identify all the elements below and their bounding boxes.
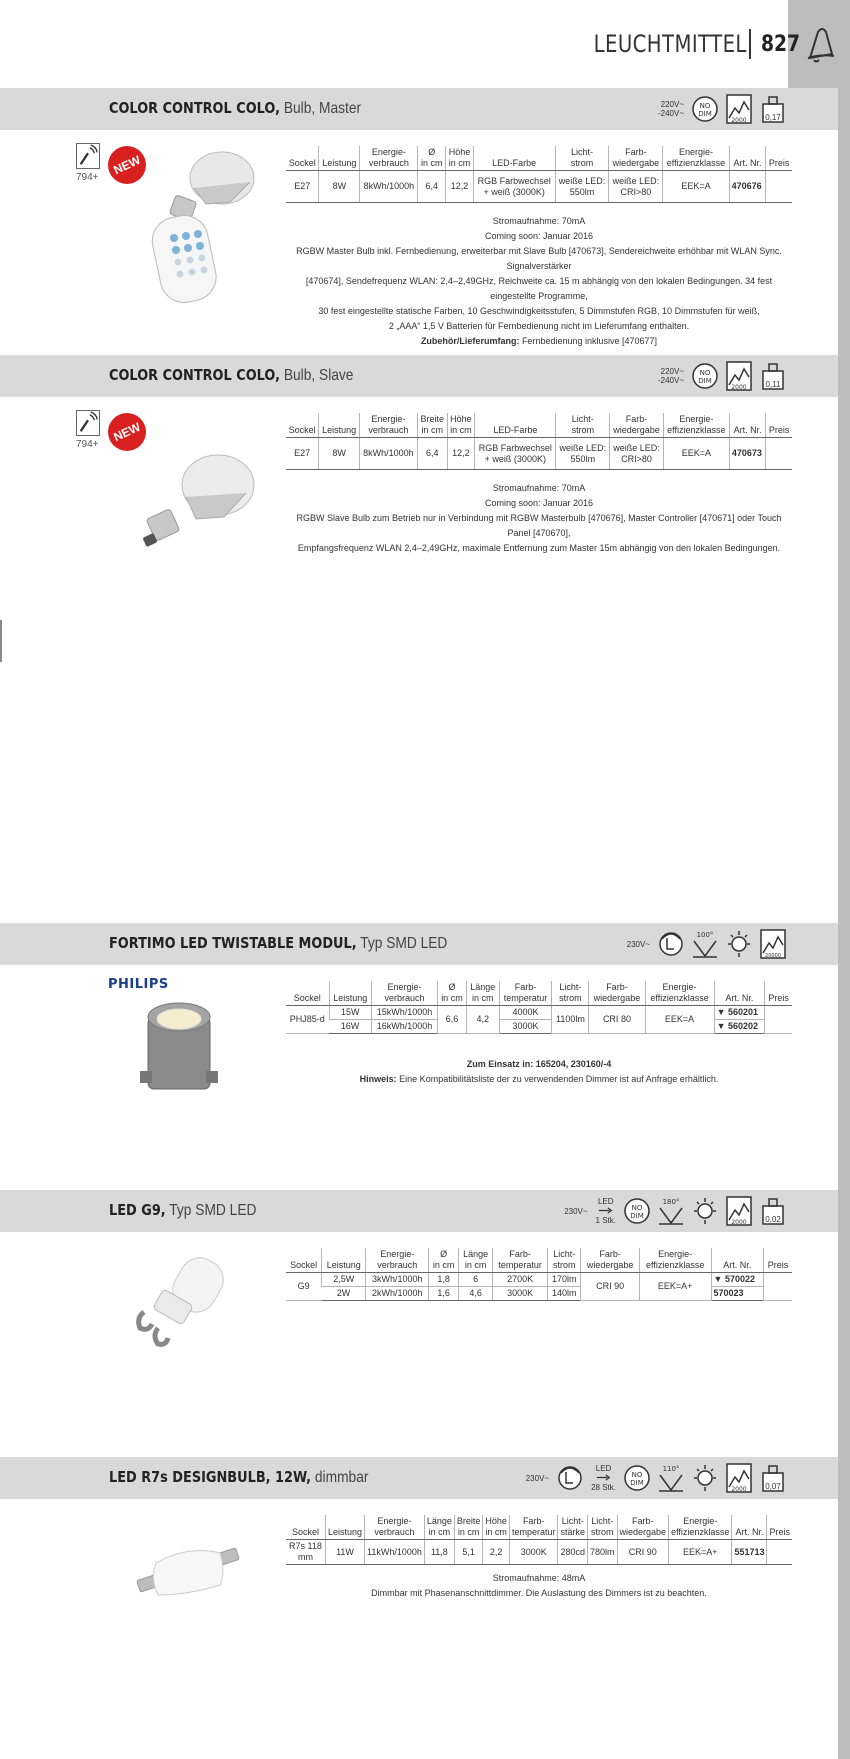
table-row [286,1287,792,1301]
svg-text:NO: NO [631,1471,643,1479]
price-cell [764,1273,792,1301]
remote-control-icon [76,143,100,169]
cell: CRI 90 [581,1273,639,1301]
cell: 4,2 [466,1006,499,1034]
col-header: Licht- strom [552,981,589,1006]
product-section-g9 [0,1190,838,1390]
cell: 3000K [499,1020,552,1034]
price-cell [766,438,792,470]
cell: 4,6 [459,1287,493,1301]
cell: 12,2 [446,171,474,203]
cell: 1,8 [429,1273,459,1287]
weight-value: 0,17 [765,113,781,122]
table-row [286,1020,792,1034]
cell: E27 [286,171,319,203]
col-header: Leistung [319,413,360,438]
col-header: Ø in cm [438,981,467,1006]
beam-angle-icon [692,929,718,959]
cell: 1,6 [429,1287,459,1301]
col-header: Art. Nr. [729,146,766,171]
section-bar [0,355,838,397]
cell: 140lm [548,1287,581,1301]
col-header: Farb- wiedergabe [617,1515,669,1540]
cell: CRI 90 [617,1540,669,1565]
section-title: LED G9, Typ SMD LED [109,1201,257,1219]
col-header: Energie- verbrauch [359,413,417,438]
svg-text:20000: 20000 [765,953,781,959]
col-header: Licht- strom [588,1515,618,1540]
ref-label: 794+ [76,172,99,183]
note-line: Empfangsfrequenz WLAN 2,4–2,49GHz, maximale Entfernung zum Master 15m abhängig von den lokalen Bedingungen. [297,543,781,553]
dimmable-no-icon [624,1463,650,1493]
svg-text:DIM: DIM [630,1479,644,1487]
cell: PHJ85-d [286,1006,329,1034]
col-header: Energie- verbrauch [360,146,418,171]
product-section-master [0,88,838,346]
cell: 11kWh/1000h [365,1540,425,1565]
col-header: Licht- strom [548,1248,581,1273]
article-number: ▼ 570022 [711,1273,764,1287]
table-row [286,171,792,203]
col-header: Farb- temperatur [509,1515,558,1540]
notes [286,1057,792,1087]
spec-icons [526,1460,786,1496]
section-bar [0,1190,838,1232]
col-header: Farb- temperatur [499,981,552,1006]
fortimo-module-image [136,999,222,1099]
col-header: Art. Nr. [714,981,765,1006]
page-number: 827 [760,31,800,57]
cell: G9 [286,1273,322,1301]
section-title: COLOR CONTROL COLO, Bulb, Master [109,99,362,117]
col-header: Art. Nr. [729,413,766,438]
note-line: Dimmbar mit Phasenanschnittdimmer. Die Auslastung des Dimmers ist zu beachten. [371,1588,707,1598]
article-number: ▼ 560201 [714,1006,765,1020]
heat-icon [692,1196,718,1226]
cell: 8kWh/1000h [360,171,418,203]
heat-icon [692,1463,718,1493]
philips-logo: PHILIPS [108,977,169,992]
col-header: Länge in cm [424,1515,454,1540]
lifetime-icon [726,361,752,391]
col-header: Höhe in cm [446,146,474,171]
beam-angle-icon [658,1463,684,1493]
article-number: 470676 [729,171,766,203]
spec-table [286,981,792,1034]
cell: weiße LED: CRI>80 [610,438,664,470]
bulb-with-remote-image [150,148,260,308]
svg-text:2000: 2000 [731,384,747,391]
col-header: Länge in cm [459,1248,493,1273]
svg-text:110°: 110° [662,1465,680,1473]
dimmable-l-icon [557,1463,583,1493]
weight-value: 0,02 [765,1215,781,1224]
lifetime-icon [726,94,752,124]
cell: 6,4 [418,171,446,203]
col-header: LED-Farbe [475,413,556,438]
table-row [286,438,792,470]
note-line: 2 „AAA“ 1,5 V Batterien für Fernbedienung nicht im Lieferumfang enthalten. [388,321,690,331]
cell: weiße LED: CRI>80 [609,171,663,203]
col-header: Leistung [319,146,360,171]
col-header: Licht- strom [556,413,610,438]
col-header: Höhe in cm [447,413,475,438]
lifetime-icon [726,1463,752,1493]
note-line: Stromaufnahme: 70mA [492,216,586,226]
note-line: Zubehör/Lieferumfang: Fernbedienung inklusive [470677] [420,336,658,346]
price-cell [765,1006,792,1034]
r7s-designbulb-image [130,1533,246,1613]
beam-angle-icon [658,1196,684,1226]
notes [286,1571,792,1601]
col-header: Sockel [286,1515,325,1540]
cell: 16W [329,1020,372,1034]
svg-text:NO: NO [631,1204,643,1212]
product-section-fortimo [0,923,838,1123]
led-count-icon: LED 1 Stk. [595,1196,616,1225]
product-section-slave [0,355,838,555]
spec-icons [627,926,786,962]
cell: 170lm [548,1273,581,1287]
spec-table [286,146,792,203]
section-title: FORTIMO LED TWISTABLE MODUL, Typ SMD LED [109,934,448,952]
note-line: Zum Einsatz in: 165204, 230160/-4 [466,1059,612,1069]
cell: 3000K [493,1287,548,1301]
col-header: Farb- wiedergabe [610,413,664,438]
svg-text:2000: 2000 [731,117,747,124]
cell: 11W [325,1540,364,1565]
col-header: Preis [767,1515,792,1540]
col-header: Preis [766,413,792,438]
col-header: Ø in cm [429,1248,459,1273]
section-title: LED R7s DESIGNBULB, 12W, dimmbar [109,1468,369,1486]
col-header: Energie- effizienzklasse [663,146,729,171]
section-bar [0,923,838,965]
article-number: 470673 [729,438,766,470]
col-header: Breite in cm [454,1515,483,1540]
weight-value: 0,07 [765,1482,781,1491]
section-title: COLOR CONTROL COLO, Bulb, Slave [109,366,354,384]
cell: RGB Farbwechsel + weiß (3000K) [473,171,555,203]
cell: 6,6 [438,1006,467,1034]
cell: 8kWh/1000h [359,438,417,470]
spec-icons [564,1193,786,1229]
spec-icons [658,358,786,394]
col-header: Preis [765,981,792,1006]
cell: 280cd [558,1540,588,1565]
note-line: RGBW Master Bulb inkl. Fernbedienung, erweiterbar mit Slave Bulb [470673], Sendereichweite erhöhbar mit WLAN Sync. Signalverstärker [296,246,782,271]
side-strip [838,88,850,1759]
cell: EEK=A [645,1006,714,1034]
edge-mark [0,620,2,662]
col-header: Licht- stärke [558,1515,588,1540]
lifetime-icon [760,929,786,959]
col-header: Farb- wiedergabe [609,146,663,171]
dimmable-l-icon [658,929,684,959]
cell: 16kWh/1000h [372,1020,438,1034]
cell: weiße LED: 550lm [556,438,610,470]
note-line: RGBW Slave Bulb zum Betrieb nur in Verbindung mit RGBW Masterbulb [470676], Master Controller [470671] oder Touch Panel [470670], [296,513,782,538]
svg-text:100°: 100° [696,931,714,939]
col-header: Art. Nr. [711,1248,764,1273]
cell: weiße LED: 550lm [555,171,609,203]
product-section-r7s [0,1457,838,1657]
col-header: Energie- verbrauch [366,1248,429,1273]
col-header: Sockel [286,1248,322,1273]
weight-icon [760,361,786,391]
article-number: 570023 [711,1287,764,1301]
weight-icon [760,1196,786,1226]
col-header: Licht- strom [555,146,609,171]
weight-icon [760,1463,786,1493]
svg-text:NO: NO [699,369,711,377]
cell: 15kWh/1000h [372,1006,438,1020]
notes [286,481,792,556]
cell: EEK=A+ [669,1540,732,1565]
bulb-slave-image [138,447,258,557]
col-header: Energie- effizienzklasse [669,1515,732,1540]
col-header: Ø in cm [418,146,446,171]
voltage-label: 230V~ [626,939,650,949]
article-number: 551713 [732,1540,767,1565]
dimmable-no-icon [692,94,718,124]
col-header: Farb- temperatur [493,1248,548,1273]
note-line: Stromaufnahme: 48mA [492,1573,586,1583]
col-header: Höhe in cm [483,1515,510,1540]
page-header [560,26,807,62]
cell: 780lm [588,1540,618,1565]
notes [286,214,792,349]
chapter-title: LEUCHTMITTEL [593,30,747,58]
col-header: Art. Nr. [732,1515,767,1540]
svg-text:DIM: DIM [698,110,712,118]
svg-text:DIM: DIM [630,1212,644,1220]
voltage-label: 220V~ -240V~ [657,100,684,118]
cell: 3kWh/1000h [366,1273,429,1287]
dimmable-no-icon [624,1196,650,1226]
cell: R7s 118 mm [286,1540,325,1565]
col-header: Energie- effizienzklasse [645,981,714,1006]
col-header: Sockel [286,981,329,1006]
cell: 2W [322,1287,366,1301]
ref-label: 794+ [76,439,99,450]
cell: CRI 80 [589,1006,645,1034]
cell: 2700K [493,1273,548,1287]
cell: 6,4 [417,438,447,470]
cell: 6 [459,1273,493,1287]
cell: 3000K [509,1540,558,1565]
cell: 15W [329,1006,372,1020]
col-header: Farb- wiedergabe [589,981,645,1006]
col-header: Preis [766,146,792,171]
col-header: Länge in cm [466,981,499,1006]
new-badge: NEW [108,413,146,451]
remote-control-icon [76,410,100,436]
dimmable-no-icon [692,361,718,391]
col-header: Leistung [329,981,372,1006]
price-cell [766,171,792,203]
price-cell [767,1540,792,1565]
table-row [286,1540,792,1565]
article-number: ▼ 560202 [714,1020,765,1034]
voltage-label: 230V~ [564,1206,588,1216]
spec-icons [658,91,786,127]
voltage-label: 220V~ -240V~ [657,367,684,385]
table-row [286,1006,792,1020]
lifetime-icon [726,1196,752,1226]
spec-table [286,1515,792,1565]
note-line: Coming soon: Januar 2016 [484,498,594,508]
bell-lamp-icon [802,24,836,64]
col-header: Energie- effizienzklasse [663,413,729,438]
spec-table [286,413,792,470]
cell: 2,5W [322,1273,366,1287]
led-count-icon: LED 28 Stk. [591,1463,616,1492]
note-line: Hinweis: Eine Kompatibilitätsliste der zu verwendenden Dimmer ist auf Anfrage erhältlich. [359,1074,719,1084]
section-bar [0,1457,838,1499]
cell: E27 [286,438,319,470]
weight-icon [760,94,786,124]
col-header: Energie- verbrauch [365,1515,425,1540]
cell: 4000K [499,1006,552,1020]
col-header: Sockel [286,413,319,438]
col-header: Leistung [325,1515,364,1540]
col-header: Breite in cm [417,413,447,438]
cell: 11,8 [424,1540,454,1565]
table-row [286,1273,792,1287]
cell: RGB Farbwechsel + weiß (3000K) [475,438,556,470]
col-header: Preis [764,1248,792,1273]
col-header: Leistung [322,1248,366,1273]
cell: EEK=A+ [639,1273,711,1301]
section-bar [0,88,838,130]
note-line: Stromaufnahme: 70mA [492,483,586,493]
svg-text:180°: 180° [662,1198,680,1206]
cell: 12,2 [447,438,475,470]
cell: 2kWh/1000h [366,1287,429,1301]
weight-value: 0,11 [765,380,781,389]
cell: 8W [319,171,360,203]
cell: 5,1 [454,1540,483,1565]
note-line: Coming soon: Januar 2016 [484,231,594,241]
cell: 8W [319,438,360,470]
col-header: Energie- effizienzklasse [639,1248,711,1273]
cell: 1100lm [552,1006,589,1034]
cell: EEK=A [663,171,729,203]
voltage-label: 230V~ [525,1473,550,1483]
col-header: Sockel [286,146,319,171]
col-header: Energie- verbrauch [372,981,438,1006]
col-header: Farb- wiedergabe [581,1248,639,1273]
svg-text:2000: 2000 [731,1219,747,1226]
svg-text:DIM: DIM [698,377,712,385]
svg-text:2000: 2000 [731,1486,747,1493]
g9-bulb-image [130,1252,230,1348]
spec-table [286,1248,792,1301]
cell: EEK=A [663,438,729,470]
note-line: 30 fest eingestellte statische Farben, 10 Geschwindigkeitsstufen, 5 Dimmstufen RGB, 10 Dimmstufen für weiß, [318,306,760,316]
new-badge: NEW [108,146,146,184]
note-line: [470674], Sendefrequenz WLAN: 2,4–2,49GHz, Reichweite ca. 15 m abhängig von den lokalen Bedingungen. 34 fest eingestellte Programme, [305,276,773,301]
col-header: LED-Farbe [473,146,555,171]
cell: 2,2 [483,1540,510,1565]
heat-icon [726,929,752,959]
svg-text:NO: NO [699,102,711,110]
header-divider [749,29,751,59]
